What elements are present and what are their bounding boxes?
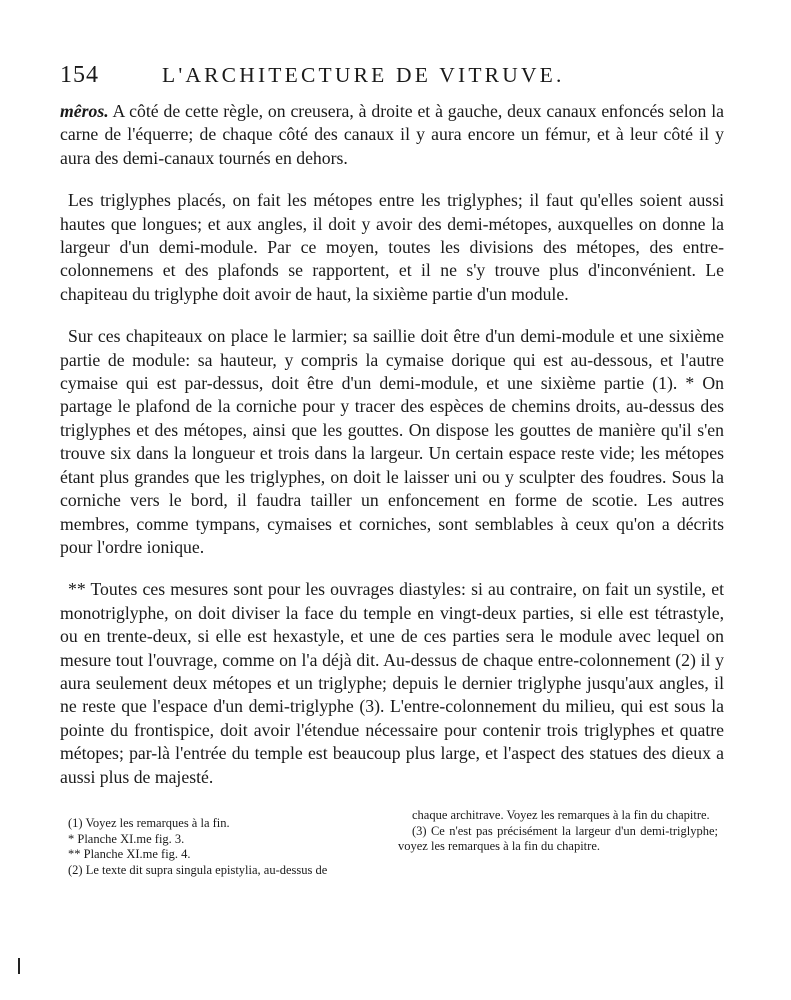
paragraph-1-text: A côté de cette règle, on creusera, à droite et à gauche, deux canaux enfoncés selon la carne de l'équerre; de chaque côté des canaux il y aura encore un fémur, et à leur côté il y aura des demi-canaux tournés en dehors. [60,101,724,168]
footnotes-right-column [398,808,718,855]
footnote-2: (2) Le texte dit supra singula epistylia, au-dessus de [68,862,328,877]
margin-mark [18,958,20,974]
page-header [60,62,730,98]
paragraph-3 [60,325,724,559]
paragraph-1 [60,100,724,170]
paragraph-2 [60,189,724,306]
footnotes-left-column [68,816,388,878]
paragraph-3-text: Sur ces chapiteaux on place le larmier; sa saillie doit être d'un demi-module et une sixième partie de module: sa hauteur, y compris la cymaise dorique qui est au-dessous, et l'autre cymaise qui est par-dessus, doit être d'un demi-module, et une sixième partie (1). * On partage le plafond de la corniche pour y tracer des espèces de chemins droits, au-dessus des triglyphes et des métopes, ainsi que les gouttes. On dispose les gouttes de manière qu'il s'en trouve six dans la longueur et trois dans la largeur. Un certain espace reste vide; les métopes étant plus grandes que les triglyphes, on doit le laisser uni ou y sculpter des foudres. Sous la corniche vers le bord, il faudra tailler un enfoncement en forme de scotie. Les autres membres, comme tympans, cymaises et corniches, sont semblables à ceux qu'on a décrits pour l'ordre ionique. [60,326,724,557]
paragraph-4 [60,578,724,789]
footnote-double-star: ** Planche XI.me fig. 4. [68,847,191,861]
page-number: 154 [60,62,99,88]
footnote-3: (3) Ce n'est pas précisément la largeur d'un demi-triglyphe; voyez les remarques à la fin du chapitre. [398,823,718,853]
paragraph-2-text: Les triglyphes placés, on fait les métopes entre les triglyphes; il faut qu'elles soient aussi hautes que longues; et aux angles, il doit y avoir des demi-métopes, auxquelles on donne la largeur d'un demi-module. Par ce moyen, toutes les divisions des métopes, des entre-colonnemens et des plafonds se rapportent, et il ne s'y trouve plus d'inconvénient. Le chapiteau du triglyphe doit avoir de haut, la sixième partie d'un module. [60,190,724,304]
paragraph-4-text: ** Toutes ces mesures sont pour les ouvrages diastyles: si au contraire, on fait un systile, et monotriglyphe, on doit diviser la face du temple en vingt-deux parties, si elle est tétrastyle, ou en trente-deux, si elle est hexastyle, et une de ces parties sera le module avec lequel on mesure tout l'ouvrage, comme on l'a déjà dit. Au-dessus de chaque entre-colonnement (2) il y aura seulement deux métopes et un triglyphe; depuis le dernier triglyphe jusqu'aux angles, il ne reste que l'espace d'un demi-triglyphe (3). L'entre-colonnement du milieu, qui est sous la pointe du frontispice, doit avoir l'étendue nécessaire pour contenir trois triglyphes et quatre métopes; par-là l'entrée du temple est beaucoup plus large, et l'aspect des statues des dieux a aussi plus de majesté. [60,579,724,787]
footnote-star: * Planche XI.me fig. 3. [68,831,185,846]
paragraph-1-lead: mêros. [60,101,109,121]
running-title: L'ARCHITECTURE DE VITRUVE. [162,63,565,87]
footnote-1: (1) Voyez les remarques à la fin. [68,816,230,830]
body-text [60,100,724,808]
footnote-2-continued: chaque architrave. Voyez les remarques à la fin du chapitre. [412,808,710,822]
